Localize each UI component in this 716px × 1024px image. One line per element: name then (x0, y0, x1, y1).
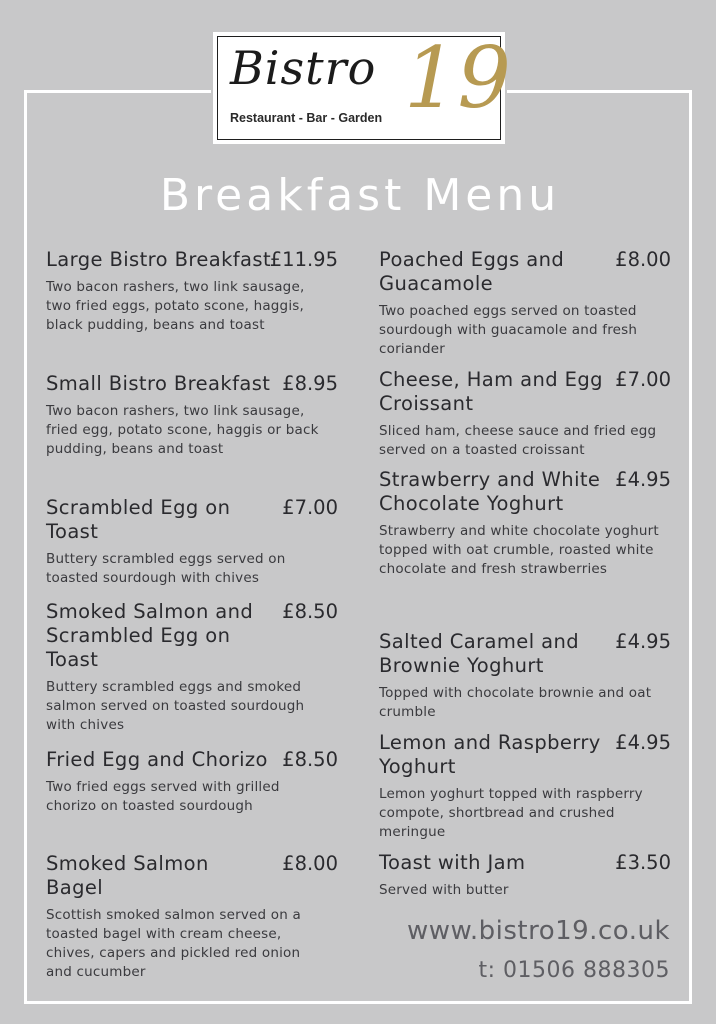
item-name: Large Bistro Breakfast (46, 248, 272, 271)
logo-border (217, 29, 511, 140)
item-name: Cheese, Ham and Egg Croissant (379, 368, 603, 415)
menu-item (379, 468, 671, 579)
item-description: Sliced ham, cheese sauce and fried egg served on a toasted croissant (379, 423, 657, 458)
item-name: Salted Caramel and Brownie Yoghurt (379, 630, 579, 677)
menu-item (46, 372, 338, 459)
item-name: Strawberry and White Chocolate Yoghurt (379, 468, 601, 515)
menu-item (379, 248, 671, 359)
item-name: Small Bistro Breakfast (46, 372, 271, 395)
item-description: Scottish smoked salmon served on a toasted bagel with cream cheese, chives, capers and pickled red onion and cucumber (46, 907, 301, 980)
item-price: £4.95 (615, 468, 671, 491)
item-description: Buttery scrambled eggs served on toasted sourdough with chives (46, 551, 286, 586)
item-description: Two poached eggs served on toasted sourdough with guacamole and fresh coriander (379, 303, 638, 357)
menu-item (379, 630, 671, 722)
item-description: Two bacon rashers, two link sausage, fried egg, potato scone, haggis or back pudding, beans and toast (46, 403, 319, 457)
item-price: £8.00 (615, 248, 671, 271)
menu-item (379, 368, 671, 460)
item-description: Served with butter (379, 882, 509, 898)
item-price: £8.00 (282, 852, 338, 875)
item-name: Poached Eggs and Guacamole (379, 248, 565, 295)
logo-wordmark: Bistro (230, 41, 377, 95)
menu-item (46, 600, 338, 735)
menu-item (46, 852, 338, 982)
item-price: £8.50 (282, 600, 338, 623)
item-price: £8.95 (282, 372, 338, 395)
item-description: Buttery scrambled eggs and smoked salmon served on toasted sourdough with chives (46, 679, 305, 733)
page-title: Breakfast Menu (159, 170, 561, 221)
item-price: £4.95 (615, 630, 671, 653)
menu-item (46, 496, 338, 588)
menu-item (379, 851, 671, 900)
website-link[interactable]: www.bistro19.co.uk (406, 916, 670, 946)
item-description: Two bacon rashers, two link sausage, two fried eggs, potato scone, haggis, black pudding, beans and toast (46, 279, 305, 333)
item-description: Lemon yoghurt topped with raspberry compote, shortbread and crushed meringue (379, 786, 643, 840)
item-price: £7.00 (282, 496, 338, 519)
logo-number: 19 (404, 29, 511, 127)
phone-number[interactable]: t: 01506 888305 (478, 958, 670, 983)
item-name: Lemon and Raspberry Yoghurt (379, 731, 601, 778)
item-name: Smoked Salmon and Scrambled Egg on Toast (46, 600, 254, 671)
menu-item (46, 748, 338, 816)
menu-item (379, 731, 671, 842)
item-description: Topped with chocolate brownie and oat crumble (379, 685, 652, 720)
item-price: £8.50 (282, 748, 338, 771)
logo-tagline: Restaurant - Bar - Garden (230, 111, 383, 125)
item-name: Toast with Jam (379, 851, 526, 874)
menu-item (46, 248, 338, 335)
item-price: £3.50 (615, 851, 671, 874)
logo (211, 29, 511, 146)
item-price: £7.00 (615, 368, 671, 391)
item-description: Strawberry and white chocolate yoghurt topped with oat crumble, roasted white chocolate and fresh strawberries (379, 523, 659, 577)
item-name: Scrambled Egg on Toast (46, 496, 231, 543)
item-name: Fried Egg and Chorizo (46, 748, 268, 771)
item-name: Smoked Salmon Bagel (46, 852, 209, 899)
item-price: £4.95 (615, 731, 671, 754)
item-price: £11.95 (269, 248, 338, 271)
item-description: Two fried eggs served with grilled chorizo on toasted sourdough (46, 779, 280, 814)
